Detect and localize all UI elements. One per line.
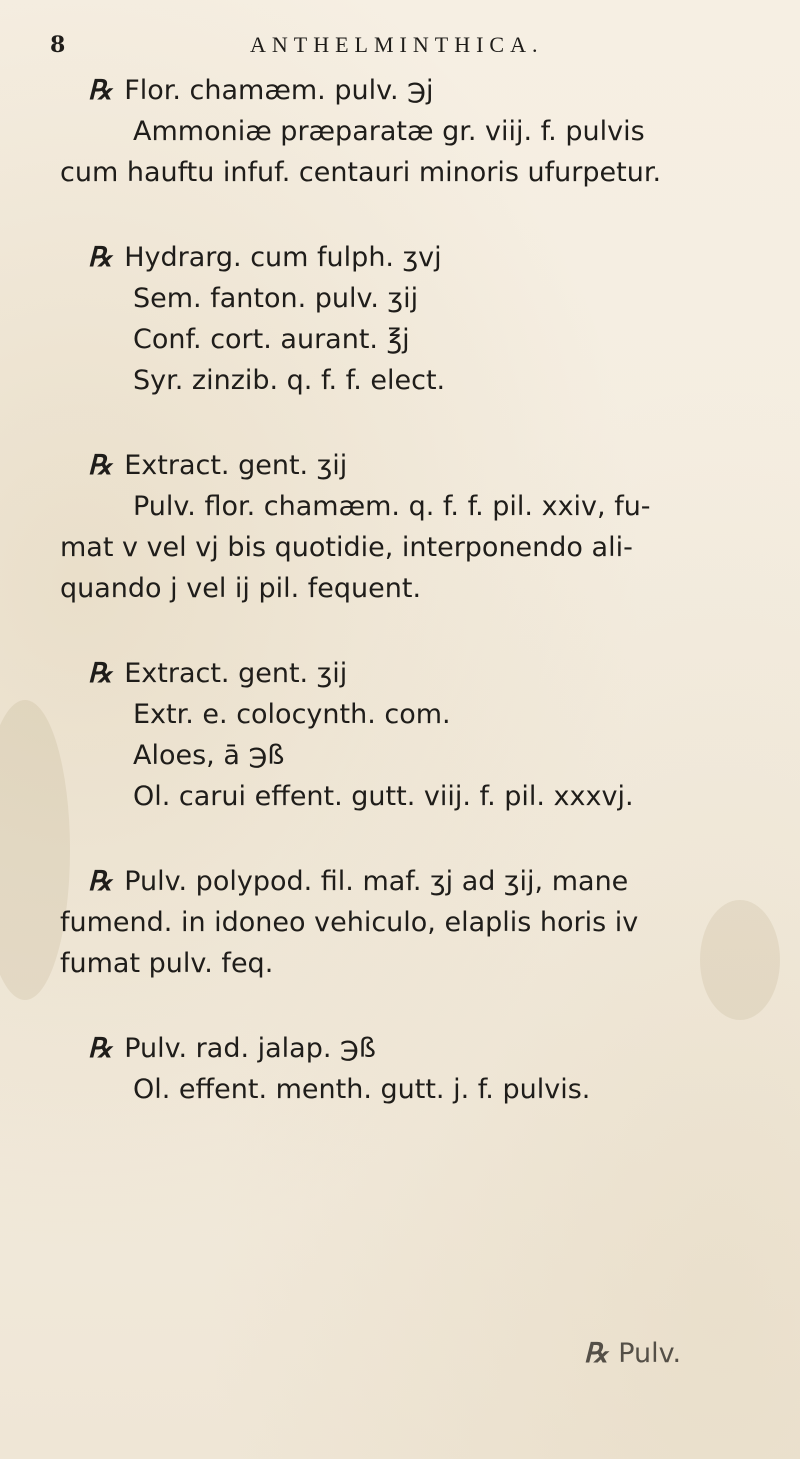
recipe-line-text: quando j vel ij pil. fequent. — [60, 573, 422, 604]
recipe-line-text: Extract. gent. ʒij — [124, 450, 348, 481]
recipe-line — [60, 111, 770, 152]
recipe-line — [60, 776, 770, 817]
recipe-line-text: Sem. fanton. pulv. ʒij — [133, 283, 419, 314]
recipe-line — [60, 486, 770, 527]
recipe-first-line — [60, 445, 770, 486]
recipe-line — [60, 694, 770, 735]
recipe-line-text: Ol. carui effent. gutt. viij. f. pil. xxxvj. — [133, 781, 634, 812]
catchword-text: Pulv. — [618, 1338, 682, 1369]
running-title: ANTHELMINTHICA. — [250, 32, 544, 57]
recipe-first-line — [60, 237, 770, 278]
recipe-line-text: Ammoniæ præparatæ gr. viij. f. pulvis — [133, 116, 645, 147]
page-number: 8 — [50, 32, 66, 58]
recipe-separator — [60, 984, 770, 1028]
recipe-line-text: Pulv. flor. chamæm. q. f. f. pil. xxiv, fu- — [133, 491, 651, 522]
recipe-first-line — [60, 861, 770, 902]
recipe-line-text: Extract. gent. ʒij — [124, 658, 348, 689]
recipe-block — [60, 1028, 770, 1110]
recipe-line-text: fumat pulv. feq. — [60, 948, 274, 979]
recipe-line — [60, 152, 770, 193]
recipe-line-text: Aloes, ā ℈ß — [133, 740, 285, 771]
recipe-line-text: Hydrarg. cum fulph. ʒvj — [124, 242, 442, 273]
recipe-block — [60, 653, 770, 817]
recipe-symbol: ℞ — [88, 242, 113, 273]
recipe-line — [60, 319, 770, 360]
recipe-line-text: Extr. e. colocynth. com. — [133, 699, 451, 730]
recipe-block — [60, 70, 770, 193]
recipe-separator — [60, 401, 770, 445]
recipe-first-line — [60, 1028, 770, 1069]
recipe-line — [60, 360, 770, 401]
recipe-line-text: Flor. chamæm. pulv. ℈j — [124, 75, 434, 106]
recipe-line — [60, 568, 770, 609]
recipe-line-text: Conf. cort. aurant. ℥j — [133, 324, 410, 355]
recipe-symbol: ℞ — [88, 866, 113, 897]
recipe-first-line — [60, 70, 770, 111]
recipe-line — [60, 1069, 770, 1110]
recipe-line-text: Ol. effent. menth. gutt. j. f. pulvis. — [133, 1074, 591, 1105]
recipe-line — [60, 278, 770, 319]
recipe-line-text: Syr. zinzib. q. f. f. elect. — [133, 365, 446, 396]
page-header — [40, 22, 760, 62]
recipe-line — [60, 902, 770, 943]
recipe-line-text: cum hauftu infuf. centauri minoris ufurpetur. — [60, 157, 662, 188]
recipe-symbol: ℞ — [584, 1338, 609, 1369]
recipe-symbol: ℞ — [88, 450, 113, 481]
recipe-line-text: mat v vel vj bis quotidie, interponendo ali- — [60, 532, 633, 563]
recipe-separator — [60, 817, 770, 861]
recipe-line — [60, 943, 770, 984]
recipe-line-text: fumend. in idoneo vehiculo, elaplis horis iv — [60, 907, 639, 938]
recipe-symbol: ℞ — [88, 75, 113, 106]
recipe-block — [60, 861, 770, 984]
recipe-list — [60, 70, 770, 1110]
recipe-symbol: ℞ — [88, 658, 113, 689]
recipe-line — [60, 527, 770, 568]
recipe-block — [60, 445, 770, 609]
catchword — [584, 1338, 681, 1369]
recipe-symbol: ℞ — [88, 1033, 113, 1064]
recipe-line-text: Pulv. polypod. fil. maf. ʒj ad ʒij, mane — [124, 866, 629, 897]
recipe-separator — [60, 193, 770, 237]
recipe-block — [60, 237, 770, 401]
recipe-separator — [60, 609, 770, 653]
recipe-first-line — [60, 653, 770, 694]
recipe-line-text: Pulv. rad. jalap. ℈ß — [124, 1033, 376, 1064]
recipe-line — [60, 735, 770, 776]
